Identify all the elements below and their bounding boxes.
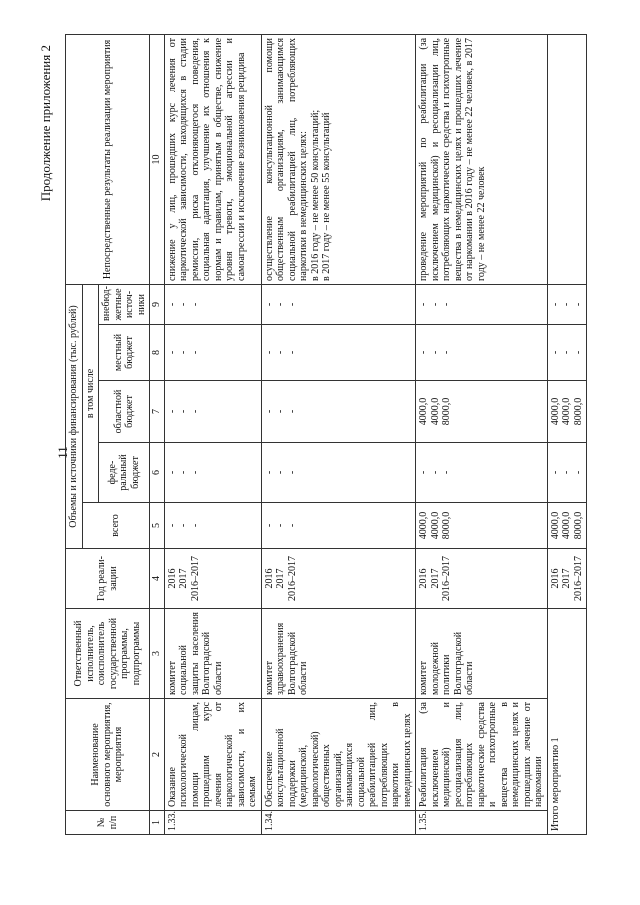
row-local: - - - xyxy=(261,325,416,381)
total-federal: - - - xyxy=(547,443,587,503)
row-extra: - - - xyxy=(164,284,261,324)
row-local: - - - xyxy=(164,325,261,381)
header-results: Непосредственные результаты реализации мероприятия xyxy=(66,34,150,284)
table-row xyxy=(416,34,548,834)
col-number: 3 xyxy=(150,609,165,699)
total-extra: - - - xyxy=(547,284,587,324)
row-years: 2016 2017 2016–2017 xyxy=(416,549,548,609)
row-regional: - - - xyxy=(164,381,261,443)
col-number: 5 xyxy=(150,503,165,549)
row-total: - - - xyxy=(164,503,261,549)
row-executor: комитет молодежной политики Волгоградской области xyxy=(416,609,548,699)
header-local: местный бюджет xyxy=(99,325,150,381)
row-executor: комитет здравоохранения Волгоградской области xyxy=(261,609,416,699)
row-years: 2016 2017 2016–2017 xyxy=(261,549,416,609)
header-funding: Объемы и источники финансирования (тыс. рублей) xyxy=(66,284,83,548)
total-total: 4000,0 4000,0 8000,0 xyxy=(547,503,587,549)
row-federal: - - - xyxy=(261,443,416,503)
row-extra: - - - xyxy=(416,284,548,324)
row-federal: - - - xyxy=(164,443,261,503)
total-row xyxy=(547,34,587,834)
row-executor: комитет социальной защиты населения Волгоградской области xyxy=(164,609,261,699)
total-years: 2016 2017 2016–2017 xyxy=(547,549,587,609)
row-regional: - - - xyxy=(261,381,416,443)
row-name: Реабилитация (за исключением медицинской) и ресоциализация лиц, потребляющих наркотические средства и психотропные вещества в немедицинских целях и прошедших лечение от наркомании xyxy=(416,699,548,811)
col-number: 10 xyxy=(150,34,165,284)
col-number: 7 xyxy=(150,381,165,443)
row-total: 4000,0 4000,0 8000,0 xyxy=(416,503,548,549)
header-extra: внебюд-жетные источ-ники xyxy=(99,284,150,324)
header-total: всего xyxy=(82,503,150,549)
header-year: Год реали-зации xyxy=(66,549,150,609)
table-row xyxy=(261,34,416,834)
header-name: Наименование основного мероприятия, мероприятия xyxy=(66,699,150,811)
header-incl: в том числе xyxy=(82,284,99,502)
col-number: 2 xyxy=(150,699,165,811)
row-num: 1.35. xyxy=(416,811,548,835)
total-empty xyxy=(547,34,587,284)
header-regional: областной бюджет xyxy=(99,381,150,443)
row-total: - - - xyxy=(261,503,416,549)
page-number: 11 xyxy=(55,446,70,459)
col-number: 8 xyxy=(150,325,165,381)
total-local: - - - xyxy=(547,325,587,381)
row-num: 1.33. xyxy=(164,811,261,835)
funding-table xyxy=(65,34,587,835)
row-regional: 4000,0 4000,0 8000,0 xyxy=(416,381,548,443)
total-regional: 4000,0 4000,0 8000,0 xyxy=(547,381,587,443)
header-num: № п/п xyxy=(66,811,150,835)
appendix-note: Продолжение приложения 2 xyxy=(38,45,53,202)
col-number: 1 xyxy=(150,811,165,835)
col-number: 9 xyxy=(150,284,165,324)
row-result: снижение у лиц, прошедших курс лечения от наркотической зависимости, находящихся в стадии ремиссии, риска отклоняющегося поведения, социальная адаптация, улучшение их отношения к нормам и правилам, принятым в обществе, снижение уровня тревоги, эмоциональной агрессии и самоагрессии и исключение возникновения рецидива xyxy=(164,34,261,284)
row-extra: - - - xyxy=(261,284,416,324)
header-executor: Ответственный исполнитель, соисполнитель государственной программы, подпрограммы xyxy=(66,609,150,699)
total-label: Итого мероприятию 1 xyxy=(547,609,587,835)
row-federal: - - - xyxy=(416,443,548,503)
table-row xyxy=(164,34,261,834)
row-name: Обеспечение консультационной поддержки (медицинской, наркологической) общественных организаций, занимающихся социальной реабилитацией лиц, потребляющих наркотики в немедицинских целях xyxy=(261,699,416,811)
col-number: 6 xyxy=(150,443,165,503)
row-num: 1.34. xyxy=(261,811,416,835)
header-federal: феде-ральный бюджет xyxy=(99,443,150,503)
row-name: Оказание психологической помощи лицам, прошедшим курс лечения от наркологической зависимости, и их семьям xyxy=(164,699,261,811)
row-local: - - - xyxy=(416,325,548,381)
col-number: 4 xyxy=(150,549,165,609)
row-result: осуществление консультационной помощи общественным организациям, занимающимся социальной реабилитацией лиц, потребляющих наркотики в немедицинских целях: в 2016 году – не менее 50 консультаций; в 2017 году – не менее 55 консультаций xyxy=(261,34,416,284)
row-result: проведение мероприятий по реабилитации (за исключением медицинской) и ресоциализации лиц, потребляющих наркотические средства и психотропные вещества в немедицинских целях и прошедших лечение от наркомании в 2016 году – не менее 22 человек, в 2017 году – не менее 22 человек xyxy=(416,34,548,284)
row-years: 2016 2017 2016–2017 xyxy=(164,549,261,609)
